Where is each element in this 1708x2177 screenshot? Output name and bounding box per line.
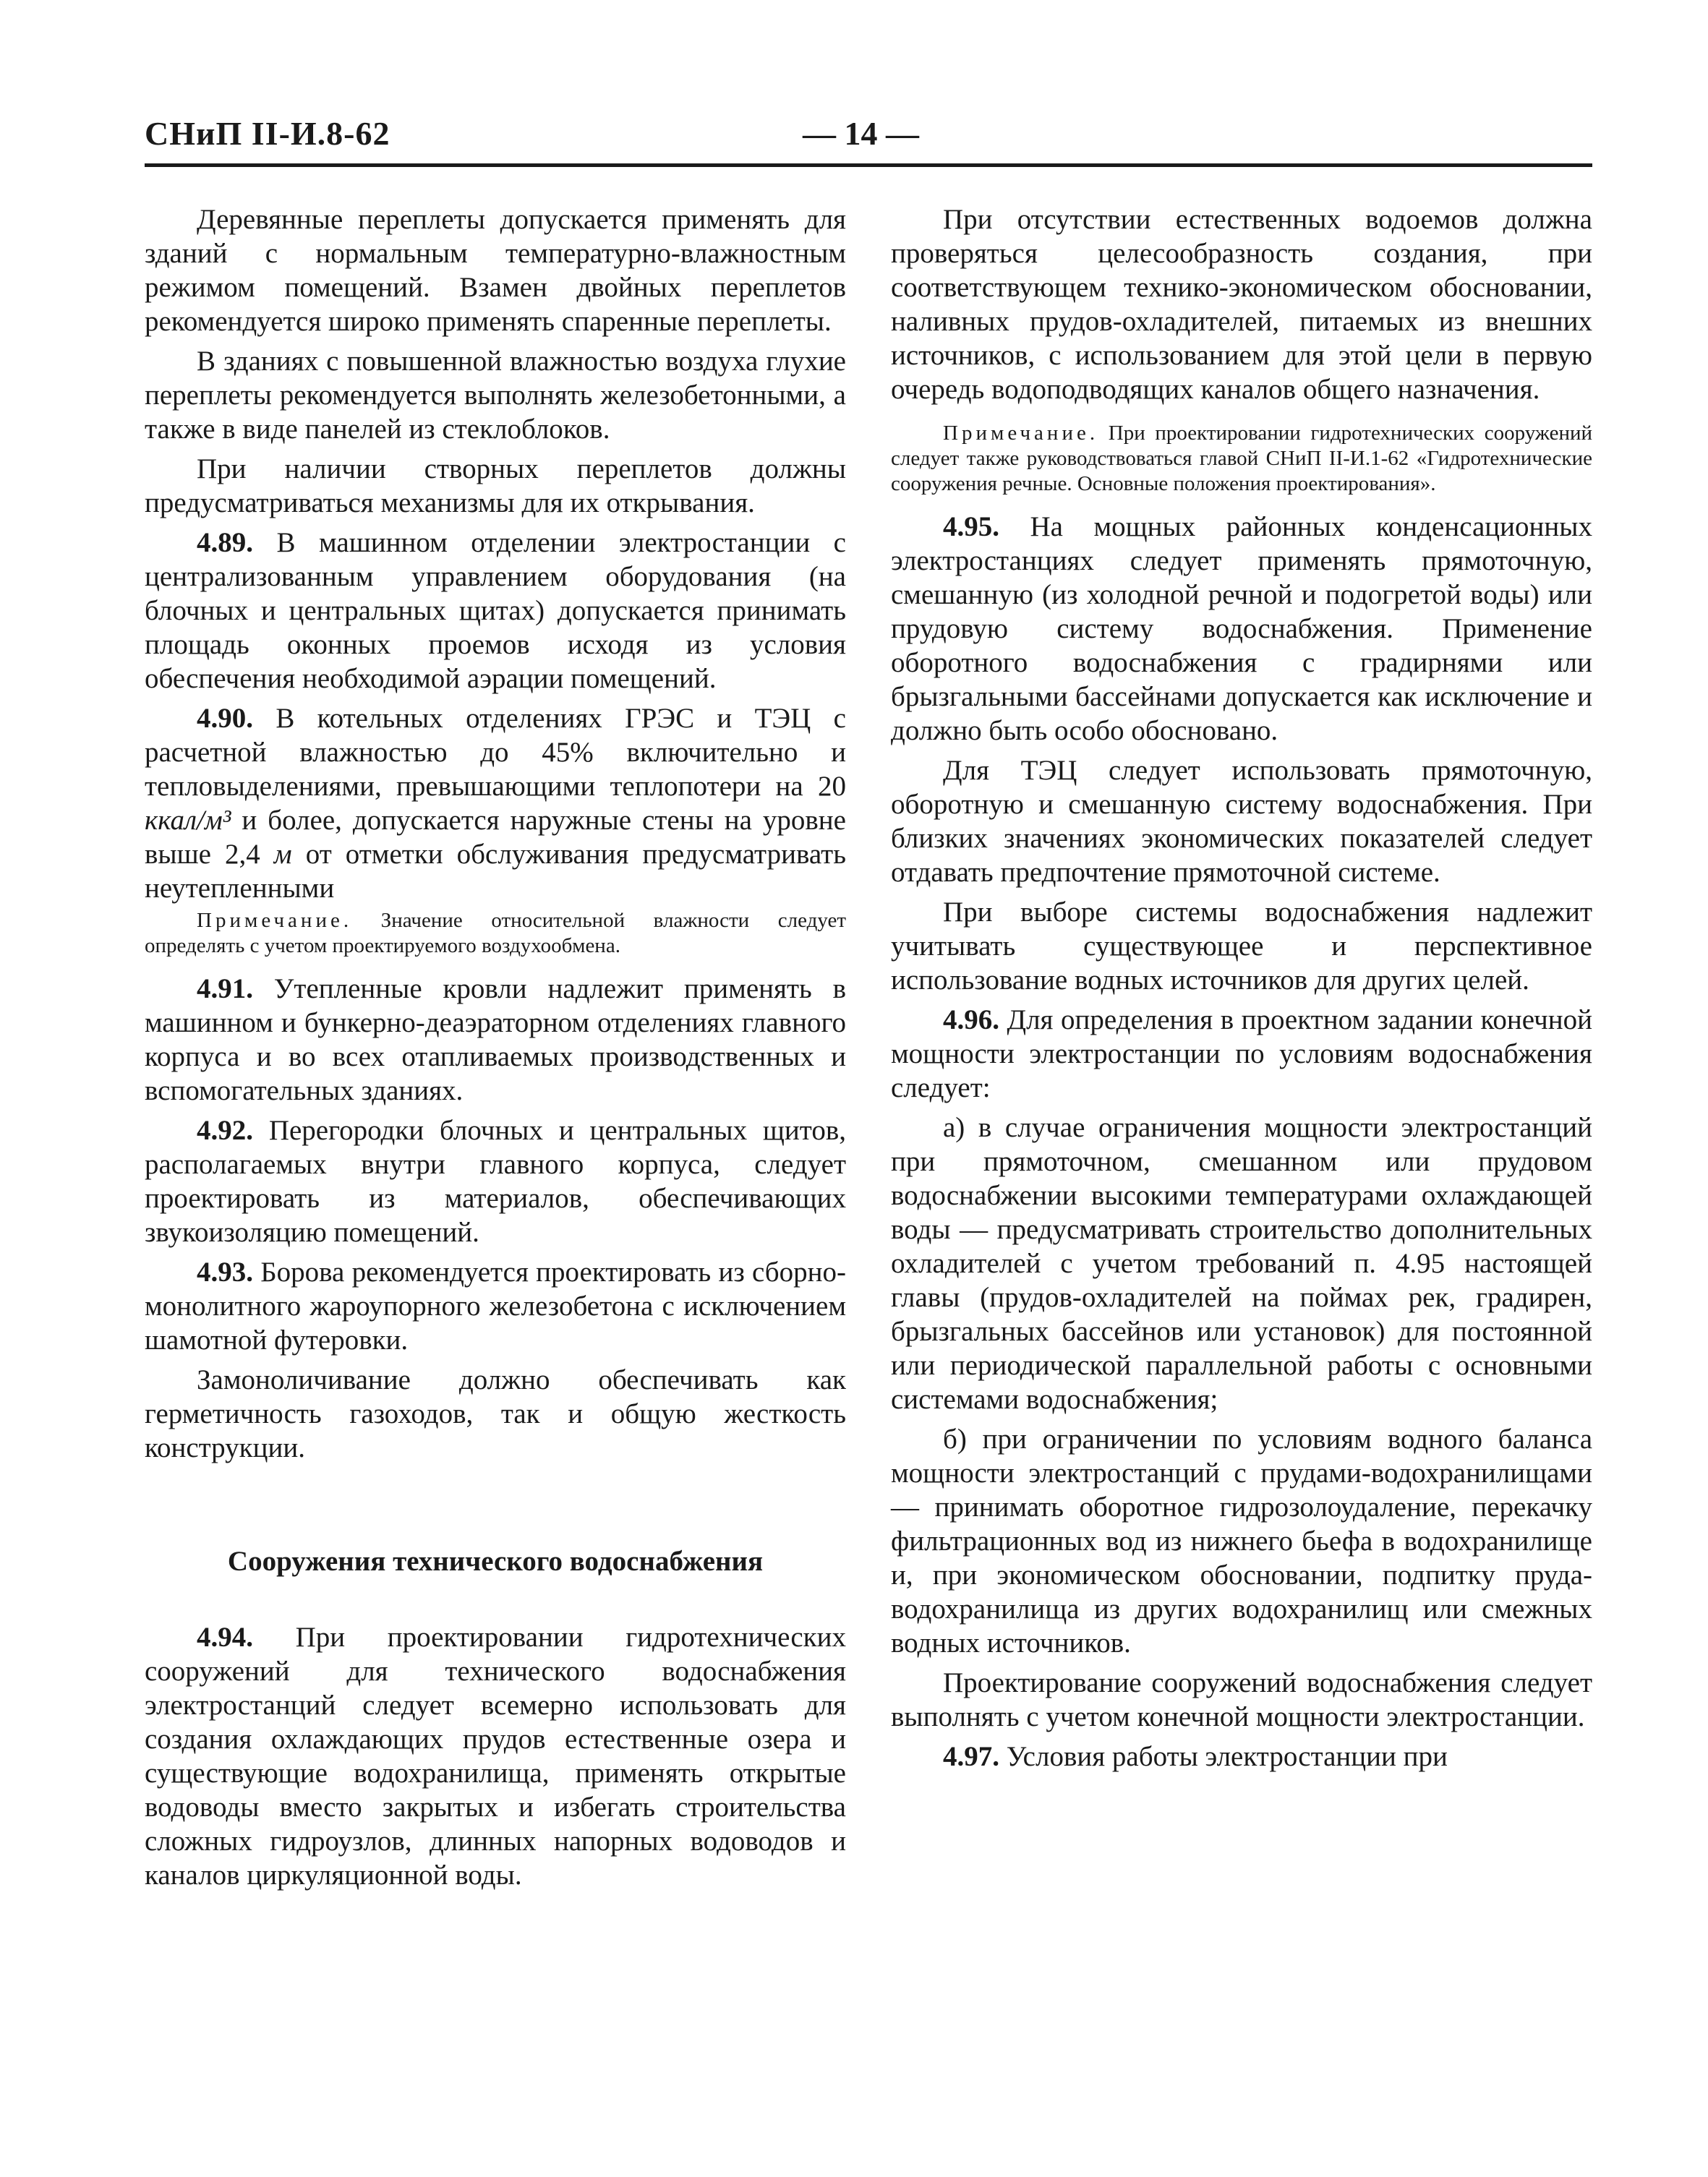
clause-4-91: 4.91. Утепленные кровли надлежит применять в машинном и бункерно-деаэраторном отделениях главного корпуса и во всех отапливаемых производственных и вспомогательных зданиях. (145, 973, 846, 1106)
page-number: — 14 — (803, 115, 919, 152)
clause-4-89: 4.89. В машинном отделении электростанции с централизованным управлением оборудования (на блочных и центральных щитах) допускается принимать площадь оконных проемов исходя из условия обеспечения необходимой аэрации помещений. (145, 527, 846, 694)
paragraph: При выборе системы водоснабжения надлежит учитывать существующее и перспективное использование водных источников для других целей. (891, 897, 1592, 996)
clause-number: 4.91. (197, 973, 253, 1004)
clause-number: 4.94. (197, 1622, 253, 1653)
clause-number: 4.90. (197, 703, 253, 734)
clause-number: 4.92. (197, 1115, 253, 1146)
clause-number: 4.96. (943, 1004, 999, 1035)
clause-4-90: 4.90. В котельных отделениях ГРЭС и ТЭЦ с расчетной влажностью до 45% включительно и тепловыделениями, превышающими теплопотери на 20 ккал/м³ и более, допускается наружные стены на уровне выше 2,4 м от отметки обслуживания предусматривать неутепленными (145, 703, 846, 904)
left-column (145, 202, 846, 1898)
header-rule (145, 163, 1592, 167)
clause-4-94: 4.94. При проектировании гидротехнических сооружений для технического водоснабжения электростанций следует всемерно использовать для создания охлаждающих прудов естественные озера и существующие водохранилища, применять открытые водоводы вместо закрытых и избегать строительства сложных гидроузлов, длинных напорных водоводов и каналов циркуляционной воды. (145, 1622, 846, 1891)
clause-4-96: 4.96. Для определения в проектном задании конечной мощности электростанции по условиям водоснабжения следует: (891, 1004, 1592, 1103)
clause-number: 4.97. (943, 1741, 999, 1772)
clause-4-92: 4.92. Перегородки блочных и центральных щитов, располагаемых внутри главного корпуса, следует проектировать из материалов, обеспечивающих звукоизоляцию помещений. (145, 1115, 846, 1248)
list-item-b: б) при ограничении по условиям водного баланса мощности электростанций с прудами-водохранилищами — принимать оборотное гидрозолоудаление, перекачку фильтрационных вод из нижнего бьефа в водохранилище и, при экономическом обосновании, подпитку пруда-водохранилища из других водохранилищ или смежных водных источников. (891, 1424, 1592, 1659)
list-item-a: а) в случае ограничения мощности электростанций при прямоточном, смешанном или прудовом водоснабжении высокими температурами охлаждающей воды — предусматривать строительство дополнительных охладителей с учетом требований п. 4.95 настоящей главы (прудов-охладителей на поймах рек, градирен, брызгальных бассейнов или установок) для постоянной или периодической параллельной работы с основными системами водоснабжения; (891, 1112, 1592, 1415)
doc-code: СНиП II-И.8-62 (145, 115, 390, 152)
clause-number: 4.93. (197, 1257, 253, 1288)
paragraph: При наличии створных переплетов должны предусматриваться механизмы для их открывания. (145, 453, 846, 518)
clause-number: 4.95. (943, 511, 999, 542)
clause-4-97: 4.97. Условия работы электростанции при (943, 1741, 1448, 1772)
note: Примечание. При проектировании гидротехнических сооружений следует также руководствоваться главой СНиП II-И.1-62 «Гидротехнические сооружения речные. Основные положения проектирования». (891, 422, 1592, 495)
note: Примечание. Значение относительной влажности следует определять с учетом проектируемого воздухообмена. (145, 909, 846, 957)
paragraph: Замоноличивание должно обеспечивать как герметичность газоходов, так и общую жесткость конструкции. (145, 1364, 846, 1463)
paragraph: Для ТЭЦ следует использовать прямоточную, оборотную и смешанную систему водоснабжения. При близких значениях экономических показателей следует отдавать предпочтение прямоточной системе. (891, 755, 1592, 888)
section-title: Сооружения технического водоснабжения (227, 1546, 764, 1577)
clause-4-95: 4.95. На мощных районных конденсационных электростанциях следует применять прямоточную, смешанную (из холодной речной и подогретой воды) или прудовую систему водоснабжения. Применение оборотного водоснабжения с градирнями или брызгальными бассейнами допускается как исключение и должно быть особо обосновано. (891, 511, 1592, 746)
clause-number: 4.89. (197, 527, 253, 558)
clause-4-93: 4.93. Борова рекомендуется проектировать из сборно-монолитного жароупорного железобетона с исключением шамотной футеровки. (145, 1257, 846, 1356)
right-column (891, 202, 1592, 1779)
paragraph: При отсутствии естественных водоемов должна проверяться целесообразность создания, при соответствующем технико-экономическом обосновании, наливных прудов-охладителей, питаемых из внешних источников, с использованием для этой цели в первую очередь водоподводящих каналов общего назначения. (891, 204, 1592, 405)
paragraph: В зданиях с повышенной влажностью воздуха глухие переплеты рекомендуется выполнять железобетонными, а также в виде панелей из стеклоблоков. (145, 346, 846, 445)
paragraph: Деревянные переплеты допускается применять для зданий с нормальным температурно-влажностным режимом помещений. Взамен двойных переплетов рекомендуется широко применять спаренные переплеты. (145, 204, 846, 337)
paragraph: Проектирование сооружений водоснабжения следует выполнять с учетом конечной мощности электростанции. (891, 1667, 1592, 1732)
